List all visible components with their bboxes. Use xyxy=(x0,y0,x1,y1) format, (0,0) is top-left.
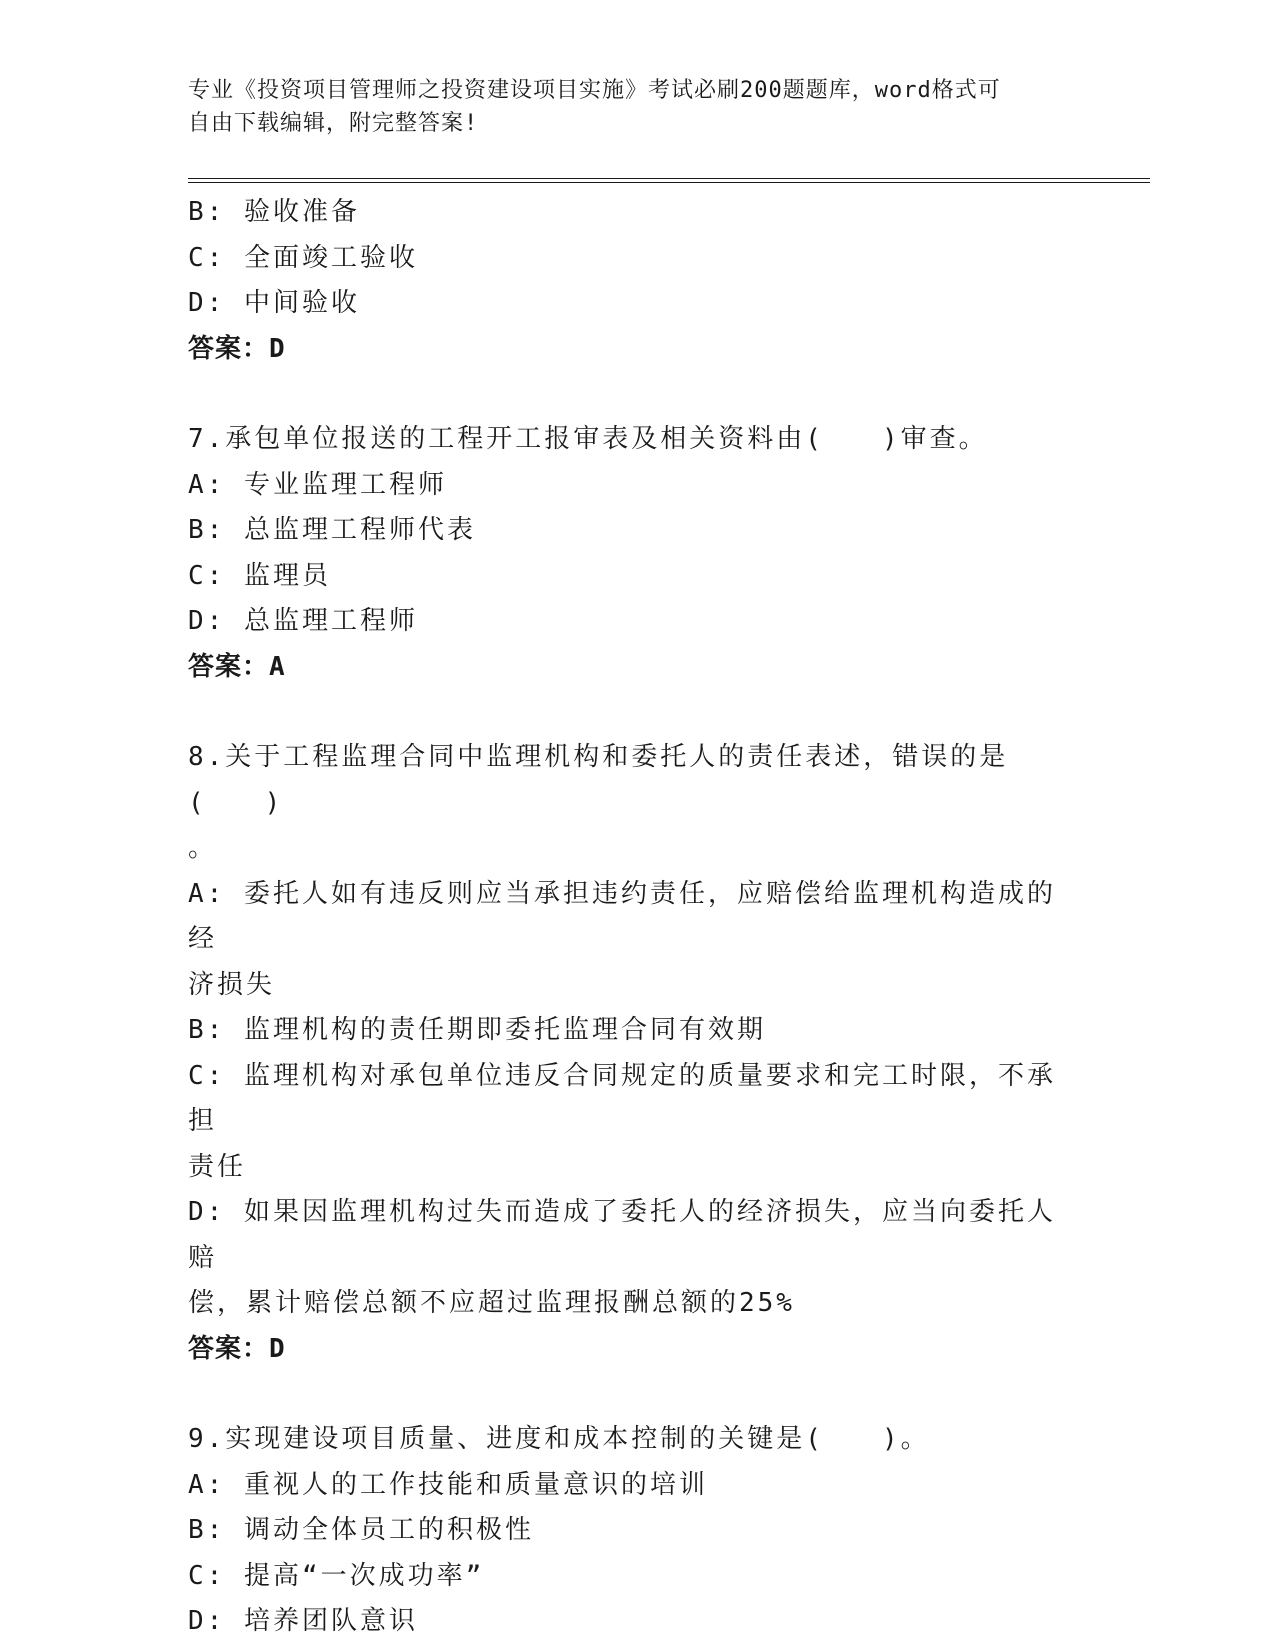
q6-option-b: B: 验收准备 xyxy=(188,197,360,227)
q6-answer: 答案：D xyxy=(188,333,286,364)
q7-option-a: A: 专业监理工程师 xyxy=(188,469,447,500)
question-6-block xyxy=(188,190,1068,372)
spacer xyxy=(188,1372,1068,1417)
q8-option-d-line-2: 偿，累计赔偿总额不应超过监理报酬总额的25% xyxy=(188,1288,795,1318)
q8-option-b: B: 监理机构的责任期即委托监理合同有效期 xyxy=(188,1015,766,1045)
spacer xyxy=(188,372,1068,417)
q7-option-b: B: 总监理工程师代表 xyxy=(188,515,476,545)
q6-option-c: C: 全面竣工验收 xyxy=(188,242,418,273)
question-8-block xyxy=(188,735,1068,1372)
q8-option-a-line-2: 济损失 xyxy=(188,969,276,1000)
q9-option-d: D: 培养团队意识 xyxy=(188,1606,418,1636)
header-divider-bottom xyxy=(188,182,1150,183)
q7-question: 7.承包单位报送的工程开工报审表及相关资料由( )审查。 xyxy=(188,424,988,454)
q9-question: 9.实现建设项目质量、进度和成本控制的关键是( )。 xyxy=(188,1424,930,1454)
spacer xyxy=(188,690,1068,735)
q7-option-d: D: 总监理工程师 xyxy=(188,606,418,636)
question-7-block xyxy=(188,417,1068,690)
header-line-2: 自由下载编辑，附完整答案! xyxy=(188,111,479,136)
q9-option-a: A: 重视人的工作技能和质量意识的培训 xyxy=(188,1469,708,1500)
q6-option-d: D: 中间验收 xyxy=(188,288,360,318)
q8-question-line-2: 。 xyxy=(188,833,218,863)
header-divider-top xyxy=(188,178,1150,179)
q8-option-d-line-1: D: 如果因监理机构过失而造成了委托人的经济损失，应当向委托人赔 xyxy=(188,1197,1056,1273)
q9-option-b: B: 调动全体员工的积极性 xyxy=(188,1515,534,1545)
question-list xyxy=(188,190,1068,1645)
question-9-block xyxy=(188,1417,1068,1645)
q9-option-c: C: 提高“一次成功率” xyxy=(188,1560,485,1591)
header-line-1: 专业《投资项目管理师之投资建设项目实施》考试必刷200题题库，word格式可 xyxy=(188,78,1001,103)
q8-option-a-line-1: A: 委托人如有违反则应当承担违约责任，应赔偿给监理机构造成的经 xyxy=(188,878,1056,954)
q8-question-line-1: 8.关于工程监理合同中监理机构和委托人的责任表述，错误的是( ) xyxy=(188,742,1009,818)
q7-option-c: C: 监理员 xyxy=(188,560,331,591)
q7-answer: 答案：A xyxy=(188,651,286,682)
q8-answer: 答案：D xyxy=(188,1333,286,1364)
q8-option-c-line-1: C: 监理机构对承包单位违反合同规定的质量要求和完工时限，不承担 xyxy=(188,1060,1056,1136)
q8-option-c-line-2: 责任 xyxy=(188,1151,247,1182)
document-header xyxy=(188,74,1068,140)
